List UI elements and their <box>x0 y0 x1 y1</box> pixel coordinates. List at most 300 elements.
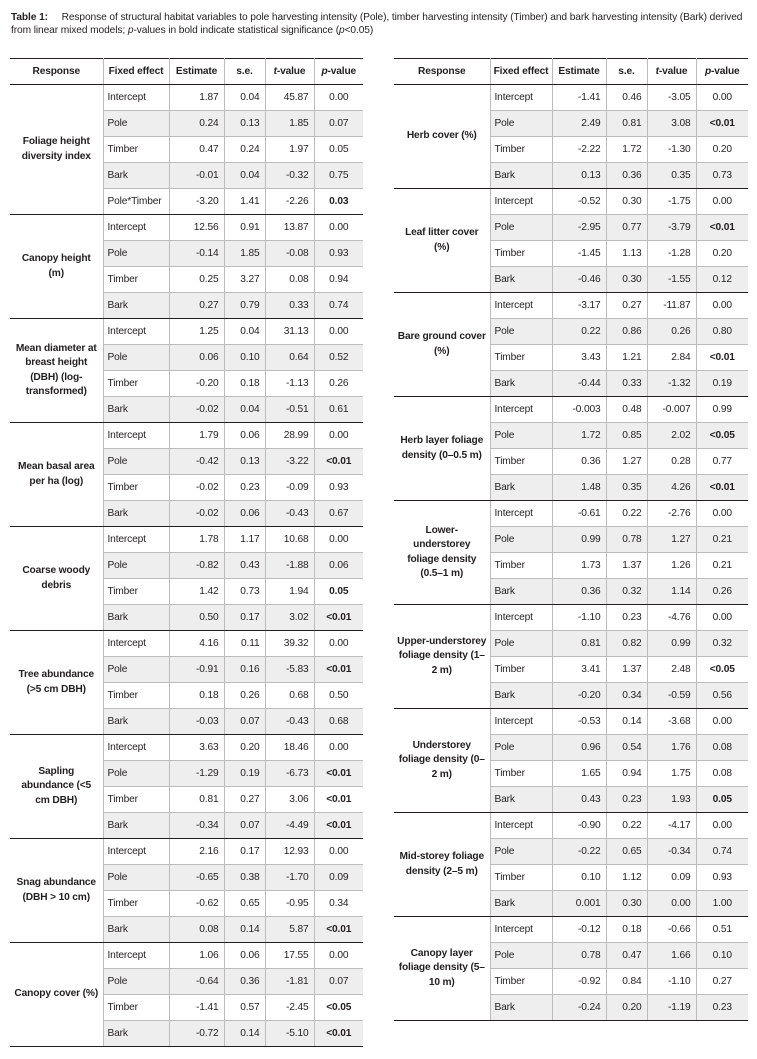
se-cell: 0.04 <box>224 397 265 423</box>
t-value-cell: -1.70 <box>265 865 314 891</box>
t-value-cell: 0.09 <box>647 865 696 891</box>
results-table-left <box>10 58 363 1047</box>
fixed-effect-cell: Pole <box>490 111 552 137</box>
estimate-cell: -0.64 <box>169 969 224 995</box>
t-value-cell: -5.10 <box>265 1021 314 1047</box>
header-estimate: Estimate <box>169 59 224 85</box>
se-cell: 0.85 <box>606 423 647 449</box>
t-value-cell: -0.08 <box>265 241 314 267</box>
estimate-cell: -0.61 <box>552 501 606 527</box>
p-value-cell: 0.08 <box>696 735 748 761</box>
t-value-cell: 12.93 <box>265 839 314 865</box>
estimate-cell: 0.10 <box>552 865 606 891</box>
p-value-cell: 0.00 <box>696 293 748 319</box>
p-value-cell: 0.99 <box>696 397 748 423</box>
table-row <box>394 813 748 839</box>
p-value-cell: 0.77 <box>696 449 748 475</box>
estimate-cell: 0.99 <box>552 527 606 553</box>
response-label: Tree abundance (>5 cm DBH) <box>10 631 103 735</box>
table-row <box>394 85 748 111</box>
t-value-cell: -1.13 <box>265 371 314 397</box>
header-fixed-effect: Fixed effect <box>490 59 552 85</box>
p-value-cell: 0.00 <box>314 319 363 345</box>
p-value-cell: 0.00 <box>314 631 363 657</box>
fixed-effect-cell: Bark <box>490 475 552 501</box>
se-cell: 0.94 <box>606 761 647 787</box>
estimate-cell: 1.42 <box>169 579 224 605</box>
se-cell: 0.36 <box>606 163 647 189</box>
p-value-cell: 0.68 <box>314 709 363 735</box>
p-value-cell: 0.51 <box>696 917 748 943</box>
fixed-effect-cell: Pole <box>103 553 169 579</box>
p-value-cell: 0.06 <box>314 553 363 579</box>
estimate-cell: 0.18 <box>169 683 224 709</box>
t-value-cell: -2.45 <box>265 995 314 1021</box>
table-caption <box>11 11 751 37</box>
t-value-cell: -1.55 <box>647 267 696 293</box>
t-value-cell: 18.46 <box>265 735 314 761</box>
estimate-cell: -3.17 <box>552 293 606 319</box>
p-value-cell: 0.93 <box>314 241 363 267</box>
estimate-cell: 1.25 <box>169 319 224 345</box>
estimate-cell: 0.06 <box>169 345 224 371</box>
se-cell: 1.12 <box>606 865 647 891</box>
estimate-cell: 0.81 <box>552 631 606 657</box>
fixed-effect-cell: Pole <box>103 449 169 475</box>
p-value-cell: <0.01 <box>314 605 363 631</box>
se-cell: 0.34 <box>606 683 647 709</box>
table-row <box>394 917 748 943</box>
estimate-cell: -0.20 <box>552 683 606 709</box>
response-label: Canopy height (m) <box>10 215 103 319</box>
p-value-cell: 0.26 <box>696 579 748 605</box>
response-label: Mean basal area per ha (log) <box>10 423 103 527</box>
table-row <box>10 839 363 865</box>
fixed-effect-cell: Intercept <box>490 813 552 839</box>
caption-p2-italic: p <box>339 25 345 36</box>
t-value-cell: -4.17 <box>647 813 696 839</box>
se-cell: 0.17 <box>224 839 265 865</box>
p-value-cell: 0.74 <box>314 293 363 319</box>
se-cell: 0.22 <box>606 501 647 527</box>
fixed-effect-cell: Timber <box>103 137 169 163</box>
fixed-effect-cell: Timber <box>103 579 169 605</box>
t-value-cell: -0.51 <box>265 397 314 423</box>
t-value-cell: 3.02 <box>265 605 314 631</box>
se-cell: 0.14 <box>606 709 647 735</box>
t-value-cell: -5.83 <box>265 657 314 683</box>
t-value-cell: -2.76 <box>647 501 696 527</box>
fixed-effect-cell: Timber <box>490 657 552 683</box>
t-value-cell: 2.84 <box>647 345 696 371</box>
table-row <box>394 605 748 631</box>
table-row <box>10 943 363 969</box>
t-value-cell: 3.08 <box>647 111 696 137</box>
caption-text: Response of structural habitat variables to pole harvesting intensity (Pole), timber harvesting intensity (Timber) and bark harvesting intensity (Bark) derived from linear mixed models; <box>11 12 743 36</box>
fixed-effect-cell: Pole <box>490 943 552 969</box>
estimate-cell: -0.52 <box>552 189 606 215</box>
table-body-left <box>10 85 363 1047</box>
fixed-effect-cell: Intercept <box>103 85 169 111</box>
p-value-cell: 0.07 <box>314 111 363 137</box>
se-cell: 0.13 <box>224 111 265 137</box>
t-value-cell: 0.00 <box>647 891 696 917</box>
fixed-effect-cell: Pole <box>103 241 169 267</box>
fixed-effect-cell: Intercept <box>103 527 169 553</box>
se-cell: 1.17 <box>224 527 265 553</box>
p-value-cell: 0.05 <box>696 787 748 813</box>
t-value-cell: -4.49 <box>265 813 314 839</box>
table-row <box>394 189 748 215</box>
table-row <box>10 423 363 449</box>
fixed-effect-cell: Intercept <box>490 189 552 215</box>
estimate-cell: -0.62 <box>169 891 224 917</box>
p-value-cell: <0.01 <box>314 761 363 787</box>
fixed-effect-cell: Intercept <box>103 215 169 241</box>
se-cell: 1.37 <box>606 657 647 683</box>
estimate-cell: 1.78 <box>169 527 224 553</box>
se-cell: 1.21 <box>606 345 647 371</box>
fixed-effect-cell: Pole <box>103 761 169 787</box>
p-value-cell: 0.56 <box>696 683 748 709</box>
t-value-cell: 1.85 <box>265 111 314 137</box>
se-cell: 0.24 <box>224 137 265 163</box>
t-value-cell: 0.68 <box>265 683 314 709</box>
t-value-cell: -1.28 <box>647 241 696 267</box>
se-cell: 0.14 <box>224 1021 265 1047</box>
estimate-cell: 2.16 <box>169 839 224 865</box>
t-value-cell: -0.59 <box>647 683 696 709</box>
p-value-cell: 0.50 <box>314 683 363 709</box>
t-value-cell: 0.08 <box>265 267 314 293</box>
p-value-cell: 0.00 <box>696 85 748 111</box>
p-value-cell: 0.00 <box>696 501 748 527</box>
fixed-effect-cell: Pole <box>103 865 169 891</box>
t-value-cell: -2.26 <box>265 189 314 215</box>
table-row <box>10 85 363 111</box>
estimate-cell: 0.27 <box>169 293 224 319</box>
t-value-cell: -1.19 <box>647 995 696 1021</box>
estimate-cell: -0.65 <box>169 865 224 891</box>
p-value-cell: <0.05 <box>314 995 363 1021</box>
se-cell: 0.79 <box>224 293 265 319</box>
se-cell: 0.17 <box>224 605 265 631</box>
t-value-cell: -0.09 <box>265 475 314 501</box>
se-cell: 0.23 <box>224 475 265 501</box>
fixed-effect-cell: Intercept <box>490 293 552 319</box>
estimate-cell: -1.29 <box>169 761 224 787</box>
p-value-cell: 0.09 <box>314 865 363 891</box>
se-cell: 0.26 <box>224 683 265 709</box>
t-value-cell: -0.43 <box>265 501 314 527</box>
p-value-cell: 0.00 <box>696 709 748 735</box>
se-cell: 1.13 <box>606 241 647 267</box>
response-label: Canopy cover (%) <box>10 943 103 1047</box>
estimate-cell: -0.72 <box>169 1021 224 1047</box>
estimate-cell: 1.87 <box>169 85 224 111</box>
p-value-cell: 0.00 <box>314 527 363 553</box>
p-value-cell: 0.93 <box>696 865 748 891</box>
t-value-cell: -1.81 <box>265 969 314 995</box>
t-value-cell: 1.26 <box>647 553 696 579</box>
response-label: Canopy layer foliage density (5–10 m) <box>394 917 490 1021</box>
estimate-cell: 0.50 <box>169 605 224 631</box>
estimate-cell: 1.73 <box>552 553 606 579</box>
p-value-cell: 0.23 <box>696 995 748 1021</box>
se-cell: 3.27 <box>224 267 265 293</box>
fixed-effect-cell: Intercept <box>490 917 552 943</box>
t-value-cell: 10.68 <box>265 527 314 553</box>
estimate-cell: -2.95 <box>552 215 606 241</box>
se-cell: 0.07 <box>224 813 265 839</box>
header-se: s.e. <box>606 59 647 85</box>
p-value-cell: <0.01 <box>696 215 748 241</box>
se-cell: 0.78 <box>606 527 647 553</box>
se-cell: 0.07 <box>224 709 265 735</box>
fixed-effect-cell: Timber <box>103 371 169 397</box>
estimate-cell: 0.001 <box>552 891 606 917</box>
estimate-cell: -0.20 <box>169 371 224 397</box>
fixed-effect-cell: Timber <box>490 449 552 475</box>
header-fixed-effect: Fixed effect <box>103 59 169 85</box>
t-value-cell: -0.43 <box>265 709 314 735</box>
se-cell: 1.72 <box>606 137 647 163</box>
p-value-cell: <0.01 <box>314 657 363 683</box>
results-table-right <box>394 58 748 1021</box>
fixed-effect-cell: Bark <box>490 371 552 397</box>
fixed-effect-cell: Timber <box>103 683 169 709</box>
p-value-cell: 0.00 <box>314 215 363 241</box>
se-cell: 0.04 <box>224 163 265 189</box>
t-value-cell: 1.14 <box>647 579 696 605</box>
fixed-effect-cell: Bark <box>490 891 552 917</box>
estimate-cell: 1.06 <box>169 943 224 969</box>
fixed-effect-cell: Timber <box>490 137 552 163</box>
se-cell: 0.18 <box>224 371 265 397</box>
se-cell: 0.36 <box>224 969 265 995</box>
fixed-effect-cell: Bark <box>103 709 169 735</box>
estimate-cell: -0.02 <box>169 501 224 527</box>
estimate-cell: -3.20 <box>169 189 224 215</box>
fixed-effect-cell: Bark <box>490 787 552 813</box>
se-cell: 0.13 <box>224 449 265 475</box>
fixed-effect-cell: Intercept <box>103 319 169 345</box>
p-value-cell: 0.93 <box>314 475 363 501</box>
t-value-cell: 2.48 <box>647 657 696 683</box>
se-cell: 0.30 <box>606 891 647 917</box>
se-cell: 0.54 <box>606 735 647 761</box>
response-label: Bare ground cover (%) <box>394 293 490 397</box>
p-value-cell: <0.05 <box>696 657 748 683</box>
se-cell: 0.81 <box>606 111 647 137</box>
estimate-cell: -1.10 <box>552 605 606 631</box>
fixed-effect-cell: Pole <box>490 319 552 345</box>
fixed-effect-cell: Bark <box>490 683 552 709</box>
estimate-cell: 4.16 <box>169 631 224 657</box>
se-cell: 0.43 <box>224 553 265 579</box>
t-value-cell: -3.22 <box>265 449 314 475</box>
p-value-cell: 0.61 <box>314 397 363 423</box>
estimate-cell: 0.96 <box>552 735 606 761</box>
fixed-effect-cell: Timber <box>103 787 169 813</box>
fixed-effect-cell: Intercept <box>103 943 169 969</box>
estimate-cell: -1.41 <box>169 995 224 1021</box>
t-value-cell: 0.33 <box>265 293 314 319</box>
table-row <box>10 319 363 345</box>
p-value-cell: 0.05 <box>314 579 363 605</box>
se-cell: 1.41 <box>224 189 265 215</box>
se-cell: 0.06 <box>224 501 265 527</box>
t-value-cell: -4.76 <box>647 605 696 631</box>
response-label: Foliage height diversity index <box>10 85 103 215</box>
t-value-cell: 0.99 <box>647 631 696 657</box>
t-value-cell: -3.79 <box>647 215 696 241</box>
p-value-cell: 0.52 <box>314 345 363 371</box>
estimate-cell: -2.22 <box>552 137 606 163</box>
se-cell: 0.30 <box>606 267 647 293</box>
se-cell: 0.38 <box>224 865 265 891</box>
t-value-cell: 28.99 <box>265 423 314 449</box>
p-value-cell: 0.00 <box>314 839 363 865</box>
p-value-cell: 0.67 <box>314 501 363 527</box>
fixed-effect-cell: Intercept <box>490 501 552 527</box>
se-cell: 0.04 <box>224 85 265 111</box>
fixed-effect-cell: Pole <box>103 111 169 137</box>
p-value-cell: 0.27 <box>696 969 748 995</box>
t-value-cell: 39.32 <box>265 631 314 657</box>
estimate-cell: 3.41 <box>552 657 606 683</box>
estimate-cell: 1.48 <box>552 475 606 501</box>
fixed-effect-cell: Pole*Timber <box>103 189 169 215</box>
header-se: s.e. <box>224 59 265 85</box>
fixed-effect-cell: Pole <box>490 839 552 865</box>
header-response: Response <box>394 59 490 85</box>
fixed-effect-cell: Bark <box>490 163 552 189</box>
estimate-cell: -0.46 <box>552 267 606 293</box>
fixed-effect-cell: Bark <box>103 501 169 527</box>
estimate-cell: 3.43 <box>552 345 606 371</box>
estimate-cell: 1.72 <box>552 423 606 449</box>
t-value-cell: -0.34 <box>647 839 696 865</box>
header-response: Response <box>10 59 103 85</box>
fixed-effect-cell: Pole <box>103 969 169 995</box>
fixed-effect-cell: Timber <box>490 241 552 267</box>
p-value-cell: 0.73 <box>696 163 748 189</box>
p-value-cell: 0.34 <box>314 891 363 917</box>
fixed-effect-cell: Timber <box>103 475 169 501</box>
t-value-cell: 1.76 <box>647 735 696 761</box>
t-value-cell: -0.95 <box>265 891 314 917</box>
se-cell: 0.16 <box>224 657 265 683</box>
estimate-cell: -0.02 <box>169 397 224 423</box>
p-value-cell: 0.00 <box>314 85 363 111</box>
se-cell: 0.06 <box>224 943 265 969</box>
p-value-cell: <0.01 <box>314 917 363 943</box>
fixed-effect-cell: Timber <box>490 345 552 371</box>
t-value-cell: 1.93 <box>647 787 696 813</box>
se-cell: 0.23 <box>606 605 647 631</box>
se-cell: 0.47 <box>606 943 647 969</box>
response-label: Upper-understorey foliage density (1–2 m) <box>394 605 490 709</box>
t-value-cell: -1.10 <box>647 969 696 995</box>
t-value-cell: -3.68 <box>647 709 696 735</box>
t-value-cell: -1.30 <box>647 137 696 163</box>
estimate-cell: -0.53 <box>552 709 606 735</box>
fixed-effect-cell: Pole <box>103 345 169 371</box>
fixed-effect-cell: Bark <box>103 917 169 943</box>
fixed-effect-cell: Intercept <box>490 397 552 423</box>
estimate-cell: 0.36 <box>552 449 606 475</box>
caption-label: Table 1: <box>11 12 48 23</box>
t-value-cell: 0.64 <box>265 345 314 371</box>
estimate-cell: -0.003 <box>552 397 606 423</box>
fixed-effect-cell: Timber <box>490 553 552 579</box>
header-p-value: p-value <box>314 59 363 85</box>
fixed-effect-cell: Pole <box>103 657 169 683</box>
p-value-cell: 0.32 <box>696 631 748 657</box>
p-value-cell: 0.00 <box>314 943 363 969</box>
p-value-cell: 0.00 <box>314 423 363 449</box>
p-value-cell: 0.08 <box>696 761 748 787</box>
fixed-effect-cell: Bark <box>103 163 169 189</box>
table-row <box>10 527 363 553</box>
fixed-effect-cell: Timber <box>490 969 552 995</box>
se-cell: 0.65 <box>606 839 647 865</box>
p-value-cell: 0.21 <box>696 527 748 553</box>
se-cell: 0.33 <box>606 371 647 397</box>
fixed-effect-cell: Intercept <box>103 631 169 657</box>
t-value-cell: -6.73 <box>265 761 314 787</box>
fixed-effect-cell: Timber <box>103 267 169 293</box>
se-cell: 1.37 <box>606 553 647 579</box>
table-row <box>10 735 363 761</box>
p-value-cell: <0.01 <box>696 475 748 501</box>
table-header-row <box>394 59 748 85</box>
t-value-cell: 1.94 <box>265 579 314 605</box>
estimate-cell: 0.43 <box>552 787 606 813</box>
p-value-cell: <0.01 <box>314 813 363 839</box>
t-value-cell: 0.26 <box>647 319 696 345</box>
response-label: Lower-understorey foliage density (0.5–1 m) <box>394 501 490 605</box>
se-cell: 0.18 <box>606 917 647 943</box>
response-label: Herb cover (%) <box>394 85 490 189</box>
estimate-cell: -0.22 <box>552 839 606 865</box>
p-value-cell: <0.01 <box>314 449 363 475</box>
p-value-cell: <0.01 <box>696 111 748 137</box>
t-value-cell: 31.13 <box>265 319 314 345</box>
estimate-cell: 12.56 <box>169 215 224 241</box>
fixed-effect-cell: Timber <box>490 761 552 787</box>
se-cell: 0.20 <box>224 735 265 761</box>
estimate-cell: 0.47 <box>169 137 224 163</box>
fixed-effect-cell: Pole <box>490 631 552 657</box>
estimate-cell: 3.63 <box>169 735 224 761</box>
fixed-effect-cell: Bark <box>490 995 552 1021</box>
fixed-effect-cell: Bark <box>103 293 169 319</box>
se-cell: 0.22 <box>606 813 647 839</box>
se-cell: 0.82 <box>606 631 647 657</box>
response-label: Understorey foliage density (0–2 m) <box>394 709 490 813</box>
estimate-cell: 1.79 <box>169 423 224 449</box>
se-cell: 0.30 <box>606 189 647 215</box>
p-value-cell: 0.75 <box>314 163 363 189</box>
estimate-cell: 1.65 <box>552 761 606 787</box>
t-value-cell: -0.66 <box>647 917 696 943</box>
se-cell: 0.35 <box>606 475 647 501</box>
se-cell: 0.04 <box>224 319 265 345</box>
table-row <box>10 631 363 657</box>
estimate-cell: 0.81 <box>169 787 224 813</box>
